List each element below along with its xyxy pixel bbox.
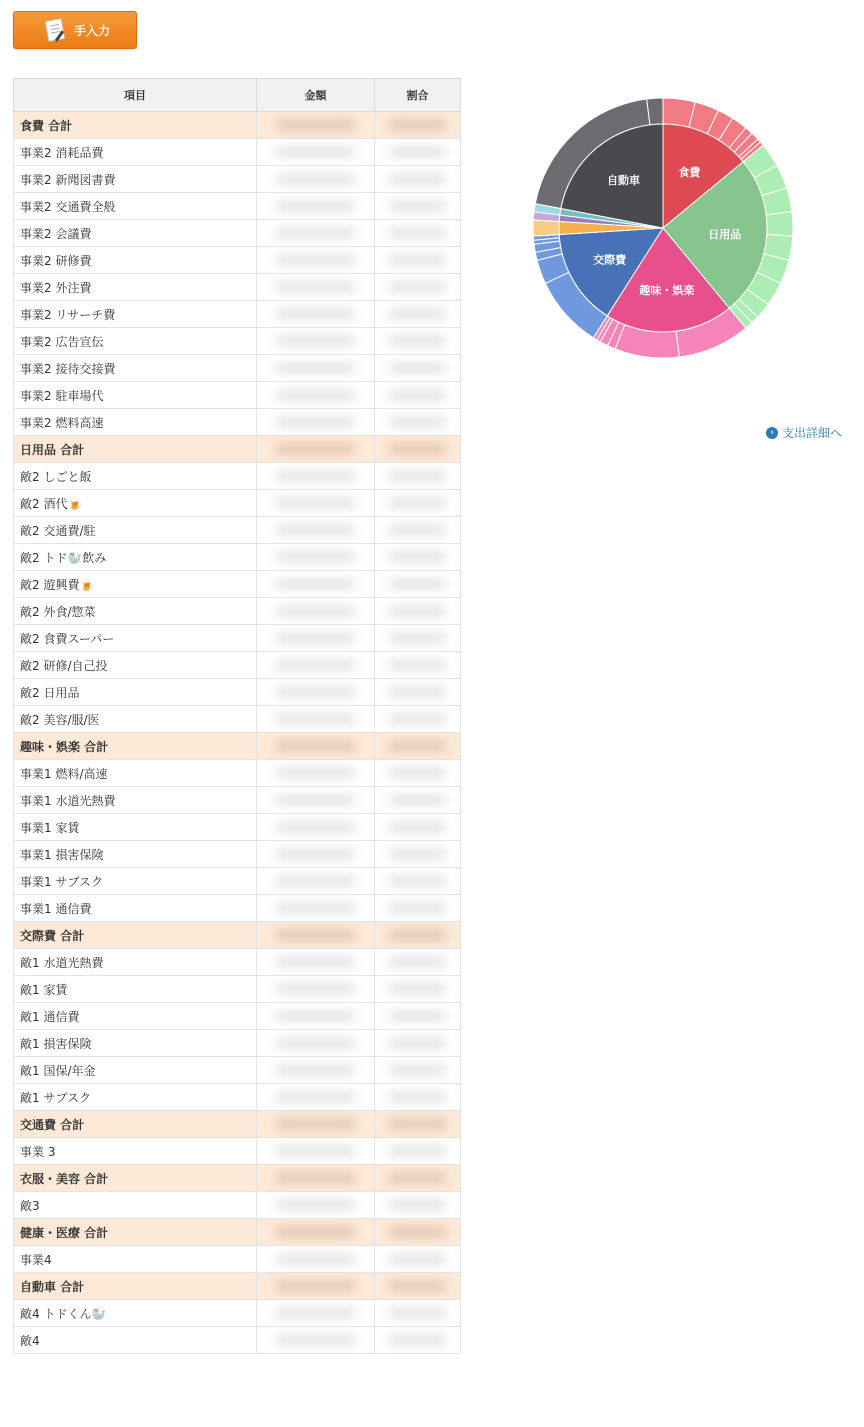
ratio-cell-redacted: [375, 1111, 461, 1138]
row-label: 敵4: [14, 1327, 257, 1354]
ratio-cell-redacted: [375, 1219, 461, 1246]
amount-cell-redacted: [257, 1219, 375, 1246]
amount-cell-redacted: [257, 1003, 375, 1030]
row-label: 食費 合計: [14, 112, 257, 139]
table-row[interactable]: [14, 571, 461, 598]
amount-cell-redacted: [257, 436, 375, 463]
ratio-cell-redacted: [375, 706, 461, 733]
table-row[interactable]: [14, 409, 461, 436]
manual-input-button[interactable]: [13, 11, 137, 49]
ratio-cell-redacted: [375, 868, 461, 895]
amount-cell-redacted: [257, 247, 375, 274]
table-row[interactable]: [14, 1327, 461, 1354]
row-label: 事業2 リサーチ費: [14, 301, 257, 328]
table-row[interactable]: [14, 1030, 461, 1057]
amount-cell-redacted: [257, 166, 375, 193]
amount-cell-redacted: [257, 949, 375, 976]
amount-cell-redacted: [257, 490, 375, 517]
amount-cell-redacted: [257, 328, 375, 355]
table-row[interactable]: [14, 220, 461, 247]
row-label: 敵2 酒代🍺: [14, 490, 257, 517]
category-total-row[interactable]: [14, 733, 461, 760]
row-label: 事業2 接待交接費: [14, 355, 257, 382]
amount-cell-redacted: [257, 463, 375, 490]
pie-slice-label: 自動車: [606, 174, 640, 188]
amount-cell-redacted: [257, 868, 375, 895]
row-label: 敵2 交通費/駐: [14, 517, 257, 544]
row-label: 敵1 通信費: [14, 1003, 257, 1030]
table-row[interactable]: [14, 652, 461, 679]
row-label: 事業2 燃料高速: [14, 409, 257, 436]
amount-cell-redacted: [257, 355, 375, 382]
ratio-cell-redacted: [375, 949, 461, 976]
table-row[interactable]: [14, 787, 461, 814]
pie-chart-svg: [533, 98, 793, 358]
row-label: 日用品 合計: [14, 436, 257, 463]
table-row[interactable]: [14, 517, 461, 544]
amount-cell-redacted: [257, 814, 375, 841]
ratio-cell-redacted: [375, 625, 461, 652]
table-row[interactable]: [14, 814, 461, 841]
ratio-cell-redacted: [375, 1300, 461, 1327]
expense-detail-label: 支出詳細へ: [781, 426, 842, 440]
ratio-cell-redacted: [375, 355, 461, 382]
row-label: 自動車 合計: [14, 1273, 257, 1300]
amount-cell-redacted: [257, 706, 375, 733]
table-row[interactable]: [14, 328, 461, 355]
amount-cell-redacted: [257, 1300, 375, 1327]
circle-arrow-right-icon: ›: [766, 427, 778, 439]
ratio-cell-redacted: [375, 841, 461, 868]
ratio-cell-redacted: [375, 1084, 461, 1111]
category-total-row[interactable]: [14, 1111, 461, 1138]
table-row[interactable]: [14, 490, 461, 517]
row-label: 交通費 合計: [14, 1111, 257, 1138]
table-row[interactable]: [14, 166, 461, 193]
ratio-cell-redacted: [375, 220, 461, 247]
row-label: 事業2 交通費全般: [14, 193, 257, 220]
amount-cell-redacted: [257, 112, 375, 139]
ratio-cell-redacted: [375, 1030, 461, 1057]
table-row[interactable]: [14, 193, 461, 220]
ratio-cell-redacted: [375, 787, 461, 814]
amount-cell-redacted: [257, 1192, 375, 1219]
amount-cell-redacted: [257, 544, 375, 571]
col-header-amount[interactable]: 金額: [257, 79, 375, 112]
amount-cell-redacted: [257, 679, 375, 706]
ratio-cell-redacted: [375, 1003, 461, 1030]
amount-cell-redacted: [257, 1246, 375, 1273]
ratio-cell-redacted: [375, 976, 461, 1003]
expense-pie-chart: [533, 98, 793, 358]
table-row[interactable]: [14, 463, 461, 490]
ratio-cell-redacted: [375, 1246, 461, 1273]
row-label: 敵4 トドくん🦭: [14, 1300, 257, 1327]
ratio-cell-redacted: [375, 895, 461, 922]
ratio-cell-redacted: [375, 274, 461, 301]
amount-cell-redacted: [257, 1165, 375, 1192]
table-row[interactable]: [14, 544, 461, 571]
amount-cell-redacted: [257, 409, 375, 436]
table-row[interactable]: [14, 1192, 461, 1219]
table-row[interactable]: [14, 247, 461, 274]
ratio-cell-redacted: [375, 409, 461, 436]
row-label: 敵3: [14, 1192, 257, 1219]
amount-cell-redacted: [257, 922, 375, 949]
pie-outer-slice-34[interactable]: [647, 98, 663, 125]
ratio-cell-redacted: [375, 193, 461, 220]
table-row[interactable]: [14, 382, 461, 409]
ratio-cell-redacted: [375, 112, 461, 139]
row-label: 敵2 トド🦭飲み: [14, 544, 257, 571]
amount-cell-redacted: [257, 625, 375, 652]
amount-cell-redacted: [257, 301, 375, 328]
ratio-cell-redacted: [375, 544, 461, 571]
row-label: 交際費 合計: [14, 922, 257, 949]
table-row[interactable]: [14, 949, 461, 976]
category-total-row[interactable]: [14, 922, 461, 949]
ratio-cell-redacted: [375, 328, 461, 355]
row-label: 健康・医療 合計: [14, 1219, 257, 1246]
table-row[interactable]: [14, 139, 461, 166]
table-row[interactable]: [14, 679, 461, 706]
ratio-cell-redacted: [375, 598, 461, 625]
row-label: 事業2 駐車場代: [14, 382, 257, 409]
table-row[interactable]: [14, 976, 461, 1003]
ratio-cell-redacted: [375, 760, 461, 787]
ratio-cell-redacted: [375, 652, 461, 679]
amount-cell-redacted: [257, 787, 375, 814]
row-label: 敵2 日用品: [14, 679, 257, 706]
table-row[interactable]: [14, 1003, 461, 1030]
row-label: 事業1 水道光熱費: [14, 787, 257, 814]
amount-cell-redacted: [257, 976, 375, 1003]
amount-cell-redacted: [257, 571, 375, 598]
amount-cell-redacted: [257, 382, 375, 409]
table-row[interactable]: [14, 895, 461, 922]
row-label: 事業2 研修費: [14, 247, 257, 274]
row-label: 事業2 会議費: [14, 220, 257, 247]
pie-slice-label: 日用品: [708, 227, 742, 241]
amount-cell-redacted: [257, 760, 375, 787]
row-label: 事業1 サブスク: [14, 868, 257, 895]
table-header-row: [14, 79, 461, 112]
category-total-row[interactable]: [14, 1219, 461, 1246]
row-label: 敵2 遊興費🍺: [14, 571, 257, 598]
category-total-row[interactable]: [14, 112, 461, 139]
amount-cell-redacted: [257, 1084, 375, 1111]
row-label: 敵2 しごと飯: [14, 463, 257, 490]
amount-cell-redacted: [257, 517, 375, 544]
amount-cell-redacted: [257, 895, 375, 922]
table-row[interactable]: [14, 598, 461, 625]
ratio-cell-redacted: [375, 139, 461, 166]
row-label: 事業2 外注費: [14, 274, 257, 301]
table-row[interactable]: [14, 355, 461, 382]
ratio-cell-redacted: [375, 247, 461, 274]
amount-cell-redacted: [257, 598, 375, 625]
row-label: 事業1 家賃: [14, 814, 257, 841]
row-label: 事業4: [14, 1246, 257, 1273]
amount-cell-redacted: [257, 1030, 375, 1057]
ratio-cell-redacted: [375, 436, 461, 463]
table-row[interactable]: [14, 841, 461, 868]
row-label: 敵1 損害保険: [14, 1030, 257, 1057]
category-total-row[interactable]: [14, 1273, 461, 1300]
table-row[interactable]: [14, 760, 461, 787]
row-label: 敵2 食費スーパー: [14, 625, 257, 652]
amount-cell-redacted: [257, 1327, 375, 1354]
table-row[interactable]: [14, 274, 461, 301]
memo-icon: [44, 17, 68, 43]
table-row[interactable]: [14, 1084, 461, 1111]
ratio-cell-redacted: [375, 517, 461, 544]
ratio-cell-redacted: [375, 814, 461, 841]
pie-slice-label: 交際費: [593, 253, 627, 267]
table-row[interactable]: [14, 1300, 461, 1327]
pie-outer-slice-11[interactable]: [766, 212, 793, 236]
amount-cell-redacted: [257, 1273, 375, 1300]
pie-outer-slice-30[interactable]: [533, 220, 559, 236]
pie-slice-label: 趣味・娯楽: [639, 283, 695, 297]
row-label: 事業1 通信費: [14, 895, 257, 922]
row-label: 敵1 サブスク: [14, 1084, 257, 1111]
row-label: 衣服・美容 合計: [14, 1165, 257, 1192]
ratio-cell-redacted: [375, 1165, 461, 1192]
category-total-row[interactable]: [14, 436, 461, 463]
amount-cell-redacted: [257, 733, 375, 760]
budget-table: [13, 78, 461, 1354]
amount-cell-redacted: [257, 1138, 375, 1165]
row-label: 敵2 研修/自己投: [14, 652, 257, 679]
table-row[interactable]: [14, 625, 461, 652]
row-label: 趣味・娯楽 合計: [14, 733, 257, 760]
ratio-cell-redacted: [375, 1138, 461, 1165]
col-header-item[interactable]: 項目: [14, 79, 257, 112]
ratio-cell-redacted: [375, 679, 461, 706]
row-label: 敵2 外食/惣菜: [14, 598, 257, 625]
amount-cell-redacted: [257, 841, 375, 868]
amount-cell-redacted: [257, 1057, 375, 1084]
amount-cell-redacted: [257, 274, 375, 301]
row-label: 敵1 国保/年金: [14, 1057, 257, 1084]
amount-cell-redacted: [257, 652, 375, 679]
col-header-ratio[interactable]: 割合: [375, 79, 461, 112]
expense-detail-link[interactable]: [766, 424, 842, 441]
ratio-cell-redacted: [375, 1192, 461, 1219]
ratio-cell-redacted: [375, 382, 461, 409]
row-label: 敵2 美容/服/医: [14, 706, 257, 733]
ratio-cell-redacted: [375, 922, 461, 949]
pie-slice-label: 食費: [678, 165, 701, 179]
amount-cell-redacted: [257, 139, 375, 166]
row-label: 事業2 消耗品費: [14, 139, 257, 166]
row-label: 事業2 広告宣伝: [14, 328, 257, 355]
table-row[interactable]: [14, 868, 461, 895]
row-label: 敵1 家賃: [14, 976, 257, 1003]
table-row[interactable]: [14, 706, 461, 733]
row-label: 事業1 損害保険: [14, 841, 257, 868]
table-row[interactable]: [14, 1057, 461, 1084]
amount-cell-redacted: [257, 193, 375, 220]
ratio-cell-redacted: [375, 1273, 461, 1300]
ratio-cell-redacted: [375, 1057, 461, 1084]
row-label: 敵1 水道光熱費: [14, 949, 257, 976]
ratio-cell-redacted: [375, 463, 461, 490]
row-label: 事業 3: [14, 1138, 257, 1165]
ratio-cell-redacted: [375, 301, 461, 328]
amount-cell-redacted: [257, 1111, 375, 1138]
row-label: 事業1 燃料/高速: [14, 760, 257, 787]
row-label: 事業2 新聞図書費: [14, 166, 257, 193]
ratio-cell-redacted: [375, 733, 461, 760]
amount-cell-redacted: [257, 220, 375, 247]
ratio-cell-redacted: [375, 1327, 461, 1354]
ratio-cell-redacted: [375, 490, 461, 517]
category-total-row[interactable]: [14, 1165, 461, 1192]
table-row[interactable]: [14, 301, 461, 328]
table-row[interactable]: [14, 1246, 461, 1273]
table-row[interactable]: [14, 1138, 461, 1165]
ratio-cell-redacted: [375, 166, 461, 193]
manual-input-label: 手入力: [74, 23, 111, 38]
ratio-cell-redacted: [375, 571, 461, 598]
